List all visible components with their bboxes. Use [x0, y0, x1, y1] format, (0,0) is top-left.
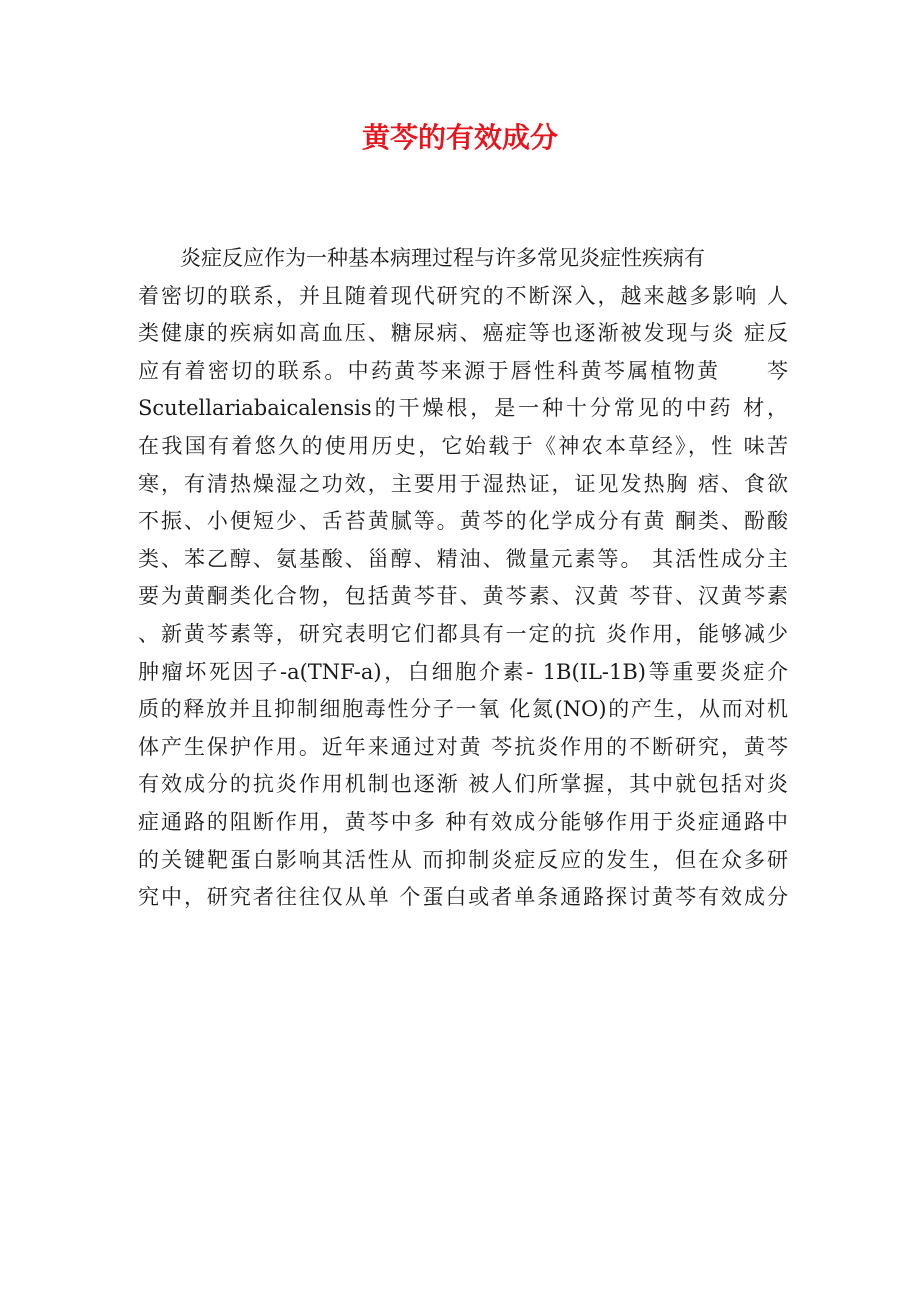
paragraph-line: 肿瘤坏死因子-a(TNF-a)，白细胞介素- 1B(IL-1B)等重要炎症介 [138, 659, 788, 684]
paragraph-line: 寒，有清热燥湿之功效，主要用于湿热证，证见发热胸 痞、食欲 [138, 471, 788, 496]
paragraph-line: 类、苯乙醇、氨基酸、甾醇、精油、微量元素等。 其活性成分主 [138, 546, 788, 571]
paragraph-line: 、新黄芩素等，研究表明它们都具有一定的抗 炎作用，能够减少 [138, 621, 788, 646]
document-title: 黄芩的有效成分 [361, 121, 558, 154]
paragraph-line: 应有着密切的联系。中药黄芩来源于唇性科黄芩属植物黄 芩 [138, 358, 788, 383]
paragraph-line: 要为黄酮类化合物，包括黄芩苷、黄芩素、汉黄 芩苷、汉黄芩素 [138, 584, 788, 609]
paragraph-line: 炎症反应作为一种基本病理过程与许多常见炎症性疾病有 [180, 246, 705, 270]
paragraph-line: 的关键靶蛋白影响其活性从 而抑制炎症反应的发生，但在众多研 [138, 847, 788, 872]
paragraph-line: 体产生保护作用。近年来通过对黄 芩抗炎作用的不断研究，黄芩 [138, 734, 788, 759]
paragraph-line: 质的释放并且抑制细胞毒性分子一氧 化氮(NO)的产生，从而对机 [138, 697, 788, 722]
paragraph-line: 类健康的疾病如高血压、糖尿病、癌症等也逐渐被发现与炎 症反 [138, 321, 788, 346]
paragraph-line: 不振、小便短少、舌苔黄腻等。黄芩的化学成分有黄 酮类、酚酸 [138, 509, 788, 534]
paragraph-line: 有效成分的抗炎作用机制也逐渐 被人们所掌握，其中就包括对炎 [138, 772, 788, 797]
paragraph-line: 在我国有着悠久的使用历史，它始载于《神农本草经》，性 味苦 [138, 433, 788, 458]
paragraph-line: 究中，研究者往往仅从单 个蛋白或者单条通路探讨黄芩有效成分 [138, 885, 788, 910]
paragraph-line: 着密切的联系，并且随着现代研究的不断深入，越来越多影响 人 [138, 283, 788, 308]
body-paragraph [138, 240, 788, 917]
paragraph-line: Scutellariabaicalensis的干燥根，是一种十分常见的中药 材， [138, 396, 788, 421]
paragraph-line: 症通路的阻断作用，黄芩中多 种有效成分能够作用于炎症通路中 [138, 809, 788, 834]
